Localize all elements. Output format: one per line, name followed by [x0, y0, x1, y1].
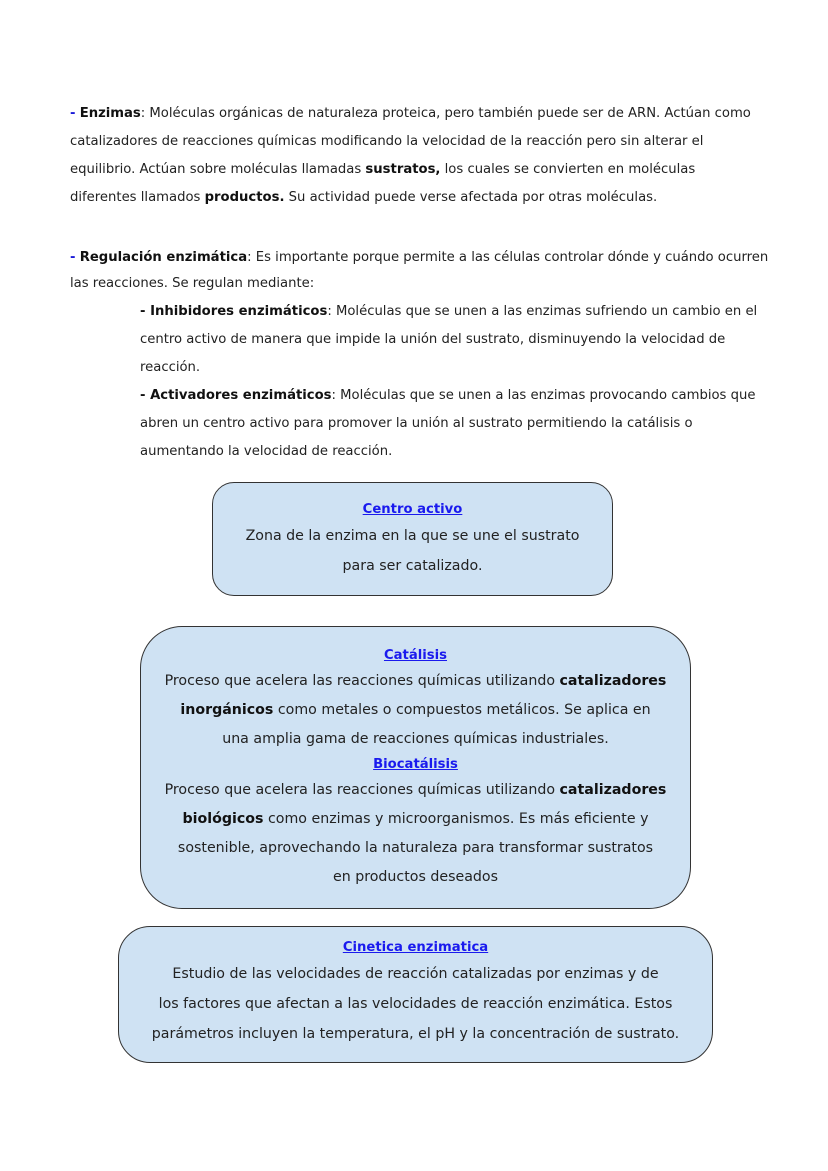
text-line: los factores que afectan a las velocidades de reacción enzimática. Estos	[158, 996, 673, 1012]
text: los cuales se convierten en moléculas	[440, 162, 696, 177]
term-activadores: - Activadores enzimáticos	[140, 388, 332, 403]
text-line: parámetros incluyen la temperatura, el pH y la concentración de sustrato.	[151, 1026, 680, 1042]
term-productos: productos.	[204, 190, 285, 205]
term-inhibidores: - Inhibidores enzimáticos	[140, 304, 328, 319]
text-line: catalizadores de reacciones químicas modificando la velocidad de la reacción pero sin alterar el	[70, 134, 704, 149]
text-line	[141, 805, 690, 834]
text-line: una amplia gama de reacciones químicas industriales.	[222, 731, 609, 747]
term-regulacion: Regulación enzimática	[79, 250, 248, 265]
cinetica-box	[118, 926, 713, 1063]
text-line	[70, 104, 751, 124]
text-line: para ser catalizado.	[342, 558, 483, 574]
text: : Es importante porque permite a las células controlar dónde y cuándo ocurren	[247, 250, 769, 265]
bold-text: inorgánicos	[180, 702, 274, 718]
text-line	[140, 386, 755, 406]
text: : Moléculas orgánicas de naturaleza proteica, pero también puede ser de ARN. Actúan como	[140, 106, 751, 121]
text-line	[70, 188, 657, 208]
box-title: Cinetica enzimatica	[342, 940, 489, 955]
text-line: las reacciones. Se regulan mediante:	[70, 276, 315, 291]
text: equilibrio. Actúan sobre moléculas llamadas	[70, 162, 366, 177]
text-line	[141, 667, 690, 696]
text-line: aumentando la velocidad de reacción.	[140, 444, 393, 459]
text: diferentes llamados	[70, 190, 205, 205]
text-line	[141, 776, 690, 805]
bold-text: catalizadores	[559, 782, 667, 798]
text-line	[141, 696, 690, 725]
text-line: Zona de la enzima en la que se une el sustrato	[245, 528, 580, 544]
bold-text: biológicos	[182, 811, 264, 827]
text-line: centro activo de manera que impide la unión del sustrato, disminuyendo la velocidad de	[140, 332, 726, 347]
text: Su actividad puede verse afectada por otras moléculas.	[284, 190, 658, 205]
text: Proceso que acelera las reacciones químicas utilizando	[164, 673, 560, 689]
text-line: en productos deseados	[332, 869, 498, 885]
bullet-dash: -	[70, 250, 76, 265]
text: Proceso que acelera las reacciones químicas utilizando	[164, 782, 560, 798]
centro-activo-box	[212, 482, 613, 596]
text-line: sostenible, aprovechando la naturaleza para transformar sustratos	[177, 840, 654, 856]
term-sustratos: sustratos,	[365, 162, 441, 177]
bold-text: catalizadores	[559, 673, 667, 689]
text-line	[140, 302, 757, 322]
bullet-dash: -	[70, 106, 76, 121]
term-enzimas: Enzimas	[79, 106, 141, 121]
box-title: Catálisis	[383, 648, 448, 663]
text-line	[70, 160, 695, 180]
text: como metales o compuestos metálicos. Se aplica en	[273, 702, 651, 718]
catalisis-box	[140, 626, 691, 909]
text: como enzimas y microorganismos. Es más eficiente y	[263, 811, 649, 827]
box-title: Centro activo	[362, 502, 463, 517]
box-title: Biocatálisis	[373, 757, 458, 772]
text-line	[70, 248, 768, 268]
text-line: reacción.	[140, 360, 201, 375]
text-line: abren un centro activo para promover la unión al sustrato permitiendo la catálisis o	[140, 416, 693, 431]
text: : Moléculas que se unen a las enzimas provocando cambios que	[331, 388, 756, 403]
text: : Moléculas que se unen a las enzimas sufriendo un cambio en el	[327, 304, 758, 319]
text-line: Estudio de las velocidades de reacción catalizadas por enzimas y de	[172, 966, 659, 982]
